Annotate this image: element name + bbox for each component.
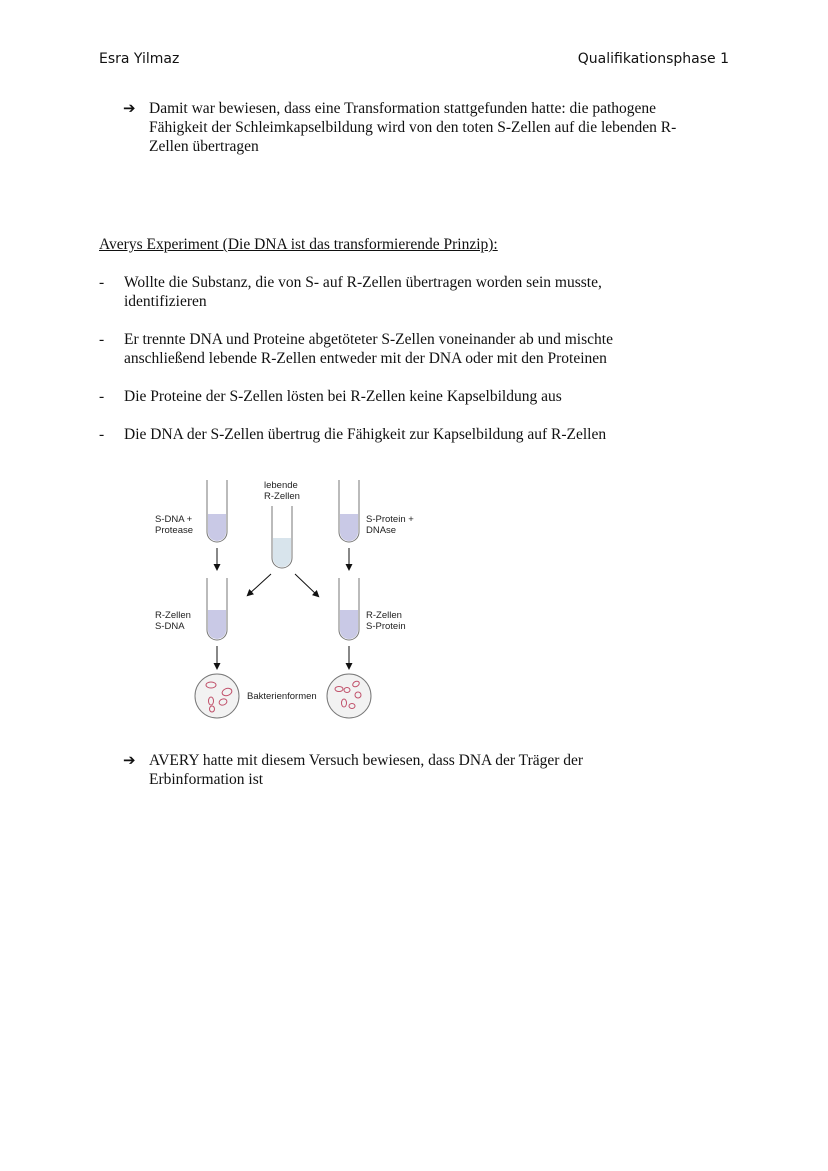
page-header	[99, 51, 729, 71]
label-left-r-cells: R-Zellen	[155, 610, 191, 621]
conclusion-top-line-2: Fähigkeit der Schleimkapselbildung wird von den toten S-Zellen auf die lebenden R-	[149, 119, 677, 136]
section-heading: Averys Experiment (Die DNA ist das transformierende Prinzip):	[99, 236, 498, 253]
bullet-item	[99, 387, 699, 406]
bullet-dash: -	[99, 274, 105, 291]
course-phase: Qualifikationsphase 1	[577, 51, 729, 67]
tube-r-cells-s-dna	[207, 578, 227, 640]
tube-r-cells-s-protein	[339, 578, 359, 640]
bullet-text-line: Wollte die Substanz, die von S- auf R-Zellen übertragen worden sein musste,	[124, 274, 602, 291]
bullet-item	[99, 425, 699, 444]
label-left-s-dna: S-DNA	[155, 621, 185, 632]
label-s-protein-plus: S-Protein +	[366, 514, 414, 525]
bullet-text-line: Die DNA der S-Zellen übertrug die Fähigkeit zur Kapselbildung auf R-Zellen	[124, 426, 607, 443]
arrow-right-icon: ➔	[123, 751, 136, 769]
tube-s-protein-dnase	[339, 480, 359, 542]
label-right-r-cells: R-Zellen	[366, 610, 402, 621]
petri-dish-right	[327, 674, 371, 718]
petri-dish-left	[195, 674, 239, 718]
bullet-text-line: Er trennte DNA und Proteine abgetöteter S-Zellen voneinander ab und mischte	[124, 331, 613, 348]
conclusion-top-line-3: Zellen übertragen	[149, 138, 259, 155]
label-s-dna-plus: S-DNA +	[155, 514, 193, 525]
label-protease: Protease	[155, 525, 194, 536]
arrow-right-icon: ➔	[123, 99, 136, 117]
bullet-item	[99, 330, 699, 368]
arrow-diagonal-right	[295, 574, 318, 596]
conclusion-bottom-line-1: AVERY hatte mit diesem Versuch bewiesen, dass DNA der Träger der	[149, 752, 584, 769]
author-name: Esra Yilmaz	[99, 51, 180, 67]
bullet-item	[99, 273, 699, 311]
label-right-s-protein: S-Protein	[366, 621, 406, 632]
label-living: lebende	[264, 480, 298, 491]
bullet-dash: -	[99, 388, 105, 405]
label-r-cells: R-Zellen	[264, 491, 300, 502]
bullet-text-line: anschließend lebende R-Zellen entweder mit der DNA oder mit den Proteinen	[124, 350, 607, 367]
conclusion-top	[123, 99, 723, 156]
tube-living-r-cells	[272, 506, 292, 568]
bullet-dash: -	[99, 331, 105, 348]
bullet-text-line: Die Proteine der S-Zellen lösten bei R-Zellen keine Kapselbildung aus	[124, 388, 562, 405]
conclusion-bottom-line-2: Erbinformation ist	[149, 771, 264, 788]
bullet-dash: -	[99, 426, 105, 443]
bullet-text-line: identifizieren	[124, 293, 207, 310]
arrow-diagonal-left	[248, 574, 271, 595]
conclusion-top-line-1: Damit war bewiesen, dass eine Transformation stattgefunden hatte: die pathogene	[149, 100, 657, 117]
conclusion-bottom	[123, 751, 723, 789]
avery-experiment-diagram	[140, 470, 440, 725]
label-dnase: DNAse	[366, 525, 397, 536]
label-bacteria-forms: Bakterienformen	[247, 691, 317, 702]
tube-s-dna-protease	[207, 480, 227, 542]
